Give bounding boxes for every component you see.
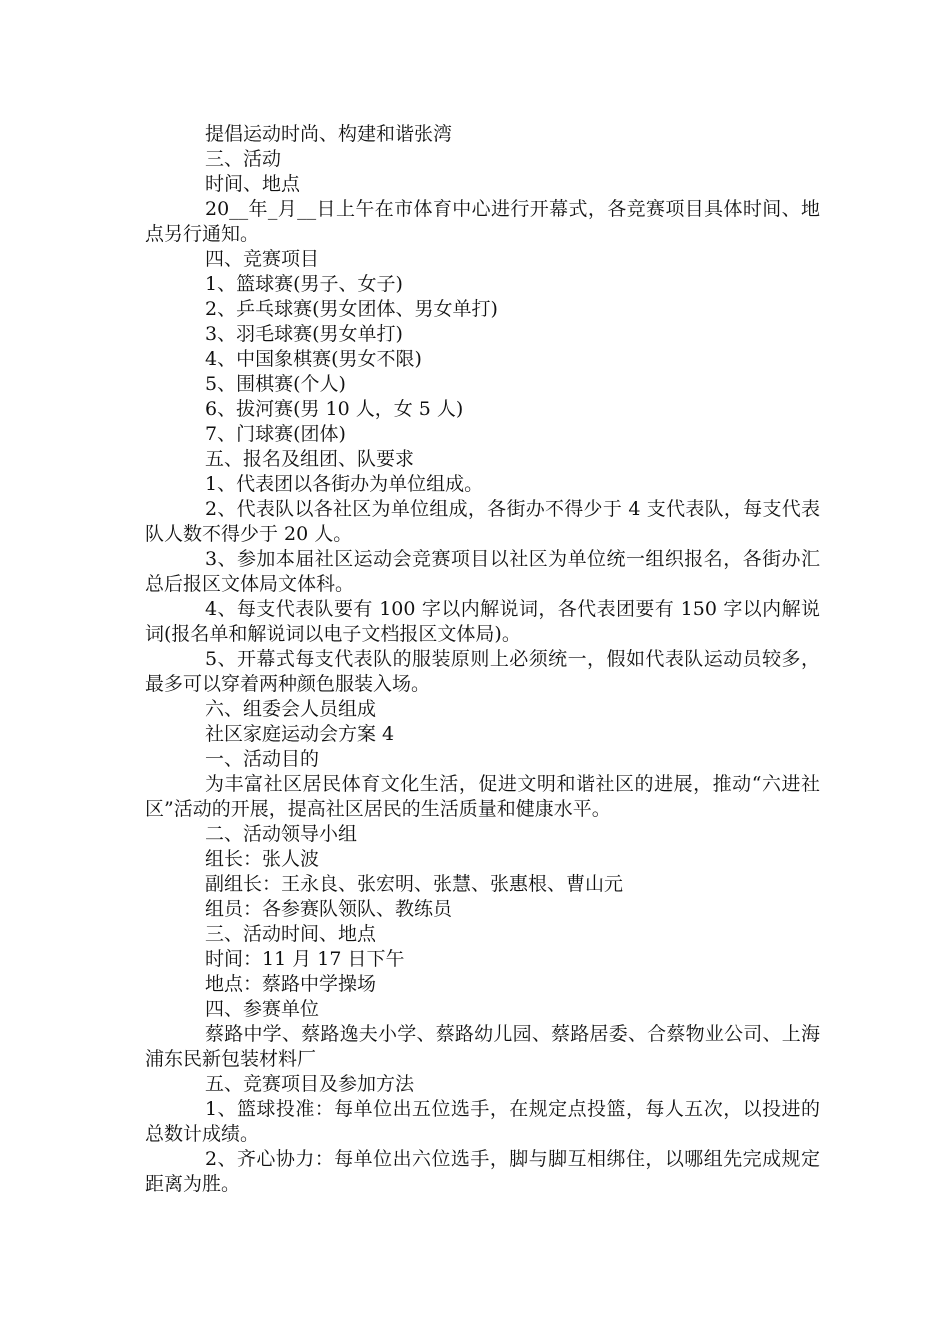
paragraph: 提倡运动时尚、构建和谐张湾 [205, 123, 453, 145]
list-item: 3、参加本届社区运动会竞赛项目以社区为单位统一组织报名，各街办汇总后报区文体局文体科。 [145, 548, 820, 595]
section-heading: 一、活动目的 [205, 748, 320, 770]
list-item: 4、中国象棋赛(男女不限) [205, 348, 422, 370]
document-body [145, 122, 820, 1197]
section-heading: 三、活动时间、地点 [205, 923, 377, 945]
section-heading: 六、组委会人员组成 [205, 698, 377, 720]
list-item: 2、乒乓球赛(男女团体、男女单打) [205, 298, 498, 320]
paragraph: 时间：11 月 17 日下午 [205, 948, 405, 970]
list-item: 2、代表队以各社区为单位组成，各街办不得少于 4 支代表队，每支代表队人数不得少于 20 人。 [145, 498, 820, 545]
section-heading: 二、活动领导小组 [205, 823, 358, 845]
list-item: 5、围棋赛(个人) [205, 373, 346, 395]
list-item: 4、每支代表队要有 100 字以内解说词，各代表团要有 150 字以内解说词(报名单和解说词以电子文档报区文体局)。 [145, 598, 820, 645]
section-heading: 四、参赛单位 [205, 998, 320, 1020]
paragraph: 20__年_月__日上午在市体育中心进行开幕式，各竞赛项目具体时间、地点另行通知。 [145, 198, 820, 245]
section-heading: 五、报名及组团、队要求 [205, 448, 415, 470]
list-item: 1、篮球投准：每单位出五位选手，在规定点投篮，每人五次，以投进的总数计成绩。 [145, 1098, 820, 1145]
paragraph: 组长：张人波 [205, 848, 320, 870]
paragraph: 为丰富社区居民体育文化生活，促进文明和谐社区的进展，推动“六进社区”活动的开展，提高社区居民的生活质量和健康水平。 [145, 773, 820, 820]
paragraph: 副组长：王永良、张宏明、张慧、张惠根、曹山元 [205, 873, 624, 895]
section-heading: 三、活动 [205, 148, 282, 170]
list-item: 6、拔河赛(男 10 人，女 5 人) [205, 398, 464, 420]
list-item: 5、开幕式每支代表队的服装原则上必须统一，假如代表队运动员较多，最多可以穿着两种颜色服装入场。 [145, 648, 820, 695]
paragraph: 组员：各参赛队领队、教练员 [205, 898, 453, 920]
section-heading: 四、竞赛项目 [205, 248, 320, 270]
list-item: 3、羽毛球赛(男女单打) [205, 323, 403, 345]
section-heading: 五、竞赛项目及参加方法 [205, 1073, 415, 1095]
list-item: 2、齐心协力：每单位出六位选手，脚与脚互相绑住，以哪组先完成规定距离为胜。 [145, 1148, 820, 1195]
document-title: 社区家庭运动会方案 4 [205, 723, 395, 745]
list-item: 1、篮球赛(男子、女子) [205, 273, 403, 295]
paragraph: 地点：蔡路中学操场 [205, 973, 377, 995]
paragraph: 蔡路中学、蔡路逸夫小学、蔡路幼儿园、蔡路居委、合蔡物业公司、上海浦东民新包装材料厂 [145, 1023, 820, 1070]
list-item: 1、代表团以各街办为单位组成。 [205, 473, 484, 495]
list-item: 7、门球赛(团体) [205, 423, 346, 445]
paragraph: 时间、地点 [205, 173, 301, 195]
